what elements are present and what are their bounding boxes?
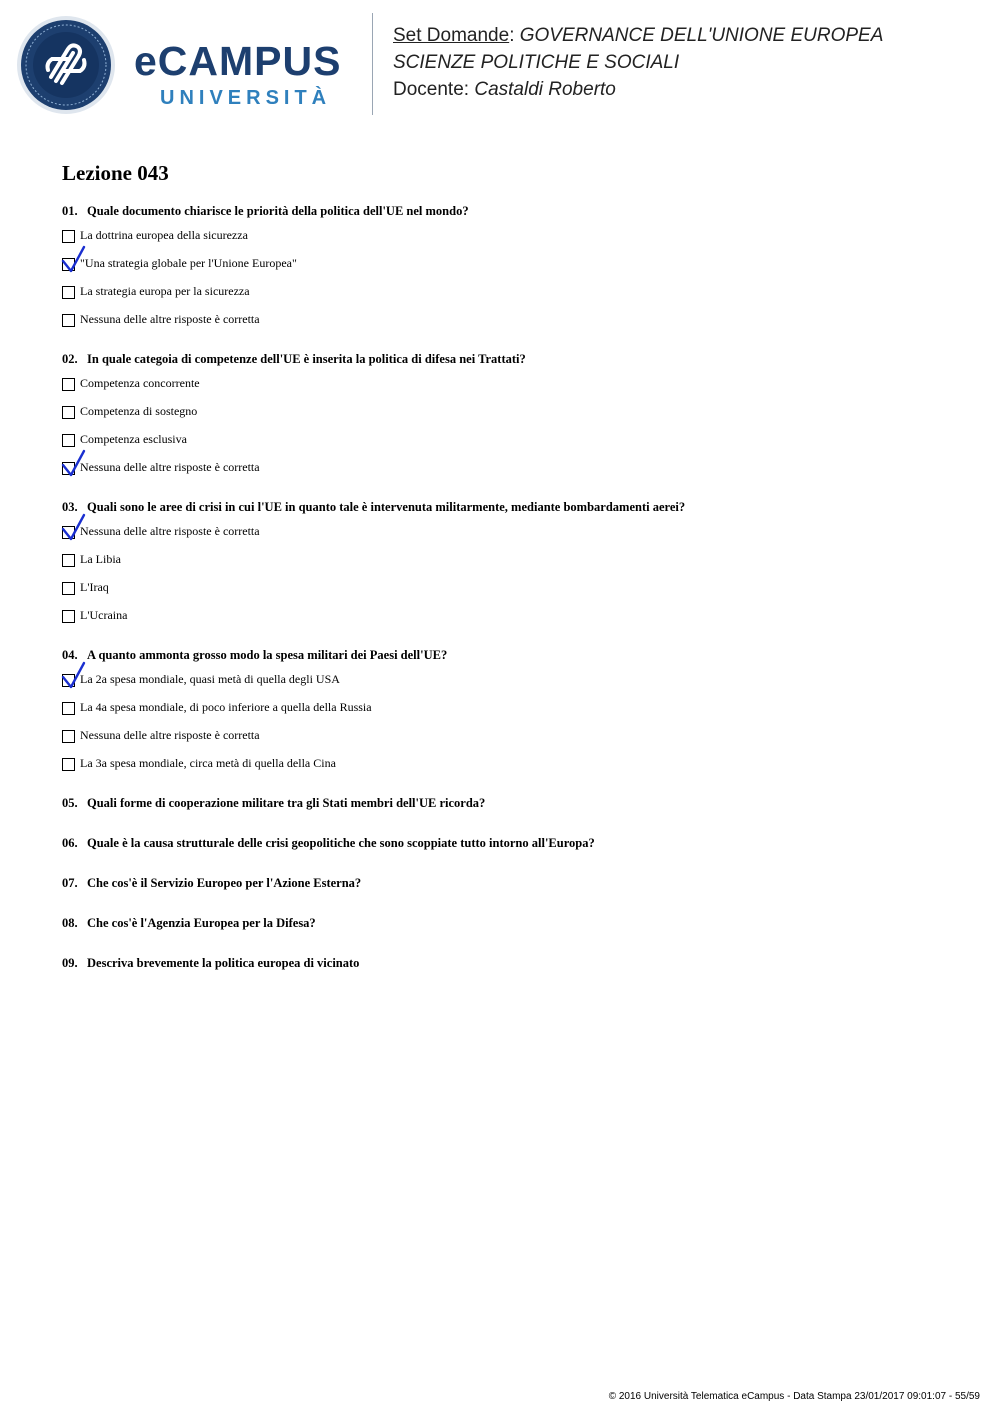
option-label: La strategia europa per la sicurezza: [80, 284, 250, 298]
answer-option[interactable]: [62, 425, 962, 453]
teacher-label: Docente: [393, 79, 464, 100]
question-text: Che cos'è l'Agenzia Europea per la Difesa?: [87, 916, 316, 930]
question-text: Quali sono le aree di crisi in cui l'UE in quanto tale è intervenuta militarmente, mediante bombardamenti aerei?: [87, 500, 686, 514]
option-label: "Una strategia globale per l'Unione Europea": [80, 256, 297, 270]
option-label: La Libia: [80, 552, 121, 566]
checkbox[interactable]: [62, 554, 75, 567]
option-label: Competenza esclusiva: [80, 432, 187, 446]
option-label: Competenza concorrente: [80, 376, 200, 390]
question-text: Quale è la causa strutturale delle crisi geopolitiche che sono scoppiate tutto intorno all'Europa?: [87, 836, 595, 850]
faculty-line: [393, 49, 883, 76]
answer-option[interactable]: [62, 721, 962, 749]
option-label: La 3a spesa mondiale, circa metà di quella della Cina: [80, 756, 336, 770]
question-number: 05.: [62, 796, 78, 810]
answer-option[interactable]: [62, 221, 962, 249]
answer-option[interactable]: [62, 601, 962, 629]
answer-option[interactable]: [62, 305, 962, 333]
answer-option[interactable]: [62, 249, 962, 277]
questions-list: [62, 201, 962, 993]
question-text: Quale documento chiarisce le priorità della politica dell'UE nel mondo?: [87, 204, 469, 218]
checkbox[interactable]: [62, 230, 75, 243]
question-number: 04.: [62, 648, 78, 662]
question-text: Che cos'è il Servizio Europeo per l'Azione Esterna?: [87, 876, 362, 890]
header-divider: [372, 13, 373, 115]
answer-option[interactable]: [62, 545, 962, 573]
question-number: 09.: [62, 956, 78, 970]
checkbox[interactable]: [62, 730, 75, 743]
answer-option[interactable]: [62, 369, 962, 397]
answer-option[interactable]: [62, 397, 962, 425]
checkbox[interactable]: [62, 406, 75, 419]
question-item: [62, 497, 962, 629]
question-item: [62, 349, 962, 481]
checkbox[interactable]: [62, 758, 75, 771]
teacher-line: Docente: Castaldi Roberto: [393, 79, 616, 100]
option-label: La 2a spesa mondiale, quasi metà di quella degli USA: [80, 672, 340, 686]
open-question-item: [62, 793, 962, 813]
question-number: 07.: [62, 876, 78, 890]
checkbox[interactable]: [62, 582, 75, 595]
faculty-name: SCIENZE POLITICHE E SOCIALI: [393, 52, 680, 73]
question-number: 02.: [62, 352, 78, 366]
option-label: Nessuna delle altre risposte è corretta: [80, 460, 260, 474]
open-question-item: [62, 953, 962, 973]
question-text: A quanto ammonta grosso modo la spesa militari dei Paesi dell'UE?: [87, 648, 448, 662]
multiple-choice-questions: [62, 201, 962, 777]
lesson-title: Lezione 043: [62, 161, 169, 185]
question-number: 03.: [62, 500, 78, 514]
question-number: 01.: [62, 204, 78, 218]
set-title: GOVERNANCE DELL'UNIONE EUROPEA: [519, 25, 884, 46]
question-text: In quale categoia di competenze dell'UE è inserita la politica di difesa nei Trattati?: [87, 352, 526, 366]
answer-option[interactable]: [62, 517, 962, 545]
question-item: [62, 645, 962, 777]
checkbox[interactable]: [62, 434, 75, 447]
question-number: 06.: [62, 836, 78, 850]
option-label: La 4a spesa mondiale, di poco inferiore a quella della Russia: [80, 700, 372, 714]
question-title: [62, 793, 962, 813]
option-label: Nessuna delle altre risposte è corretta: [80, 312, 260, 326]
question-title: [62, 833, 962, 853]
set-label: Set Domande: [393, 25, 510, 46]
question-title: [62, 645, 962, 665]
teacher-name: Castaldi Roberto: [474, 79, 616, 100]
answer-option[interactable]: [62, 665, 962, 693]
question-text: Quali forme di cooperazione militare tra gli Stati membri dell'UE ricorda?: [87, 796, 486, 810]
answer-option[interactable]: [62, 693, 962, 721]
set-line: Set Domande: GOVERNANCE DELL'UNIONE EUROPEA: [393, 25, 884, 46]
question-item: [62, 201, 962, 333]
brand-name: eCAMPUS: [134, 38, 342, 84]
open-question-item: [62, 873, 962, 893]
checkbox[interactable]: [62, 610, 75, 623]
page-header: [0, 0, 1000, 130]
header-info: [393, 22, 883, 103]
checkbox[interactable]: [62, 314, 75, 327]
answer-option[interactable]: [62, 277, 962, 305]
question-title: [62, 873, 962, 893]
question-text: Descriva brevemente la politica europea di vicinato: [87, 956, 360, 970]
brand-subtitle: UNIVERSITÀ: [160, 87, 332, 109]
open-question-item: [62, 833, 962, 853]
question-number: 08.: [62, 916, 78, 930]
answer-option[interactable]: [62, 573, 962, 601]
option-label: La dottrina europea della sicurezza: [80, 228, 248, 242]
question-title: [62, 201, 962, 221]
question-title: [62, 913, 962, 933]
open-questions: [62, 793, 962, 973]
option-label: L'Iraq: [80, 580, 109, 594]
option-label: L'Ucraina: [80, 608, 128, 622]
checkbox[interactable]: [62, 378, 75, 391]
checkbox[interactable]: [62, 702, 75, 715]
question-title: [62, 953, 962, 973]
open-question-item: [62, 913, 962, 933]
answer-option[interactable]: [62, 749, 962, 777]
question-title: [62, 349, 962, 369]
option-label: Nessuna delle altre risposte è corretta: [80, 728, 260, 742]
question-title: [62, 497, 962, 517]
answer-option[interactable]: [62, 453, 962, 481]
page-footer: © 2016 Università Telematica eCampus - Data Stampa 23/01/2017 09:01:07 - 55/59: [608, 1391, 980, 1402]
option-label: Nessuna delle altre risposte è corretta: [80, 524, 260, 538]
checkbox[interactable]: [62, 286, 75, 299]
option-label: Competenza di sostegno: [80, 404, 198, 418]
brand-wordmark: [134, 38, 359, 113]
university-seal-logo: [16, 15, 116, 115]
